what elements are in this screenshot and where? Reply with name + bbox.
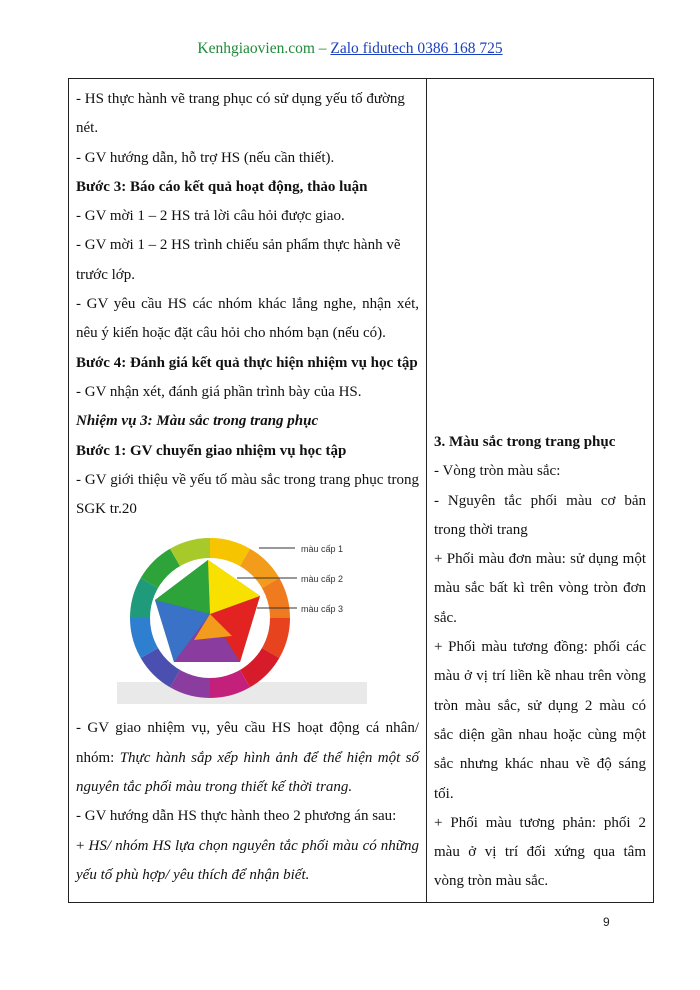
text-line — [76, 714, 419, 802]
teacher-activity-cell — [69, 79, 427, 903]
site-name: Kenhgiaovien.com — [197, 40, 315, 57]
text-line: - GV yêu cầu HS các nhóm khác lắng nghe, nhận xét, nêu ý kiến hoặc đặt câu hỏi cho nhóm bạn (nếu có). — [76, 296, 419, 342]
text-line: + Phối màu đơn màu: sử dụng một màu sắc bất kì trên vòng tròn đơn sắc. — [434, 551, 646, 626]
text-line: - GV hướng dẫn HS thực hành theo 2 phương án sau: — [76, 808, 397, 825]
label-secondary: màu cấp 2 — [301, 574, 344, 585]
step-heading: Bước 4: Đánh giá kết quả thực hiện nhiệm vụ học tập — [76, 354, 418, 371]
text-line: + Phối màu tương đồng: phối các màu ở vị trí liền kề nhau trên vòng tròn màu sắc, sử dụng 2 màu có sắc diện gần nhau hoặc cùng một sắc nhưng khác nhau về độ sáng tối. — [434, 639, 646, 802]
text-line: - GV giới thiệu về yếu tố màu sắc trong trang phục trong SGK tr.20 — [76, 471, 419, 518]
section-title: 3. Màu sắc trong trang phục — [434, 434, 616, 450]
text-line: - GV hướng dẫn, hỗ trợ HS (nếu cần thiết). — [76, 149, 335, 166]
text-line: - Nguyên tắc phối màu cơ bản trong thời trang — [434, 492, 646, 538]
text-line: - GV mời 1 – 2 HS trả lời câu hỏi được giao. — [76, 208, 345, 225]
text-line: - GV nhận xét, đánh giá phần trình bày của HS. — [76, 383, 362, 400]
lesson-table — [68, 78, 654, 903]
step-heading: Bước 1: GV chuyển giao nhiệm vụ học tập — [76, 442, 347, 459]
page-header — [0, 40, 700, 58]
label-primary: màu cấp 1 — [301, 544, 344, 555]
text-line — [76, 832, 419, 891]
page-number: 9 — [603, 915, 610, 929]
product-cell — [427, 79, 654, 903]
italic-span: HS/ nhóm HS lựa chọn nguyên tắc phối màu có những yếu tố phù hợp/ yêu thích để nhận biết. — [76, 837, 419, 883]
plus-marker: + — [76, 837, 89, 854]
text-line: - Vòng tròn màu sắc: — [434, 463, 561, 480]
contact-link[interactable]: Zalo fidutech 0386 168 725 — [330, 40, 503, 57]
text-line: + Phối màu tương phản: phối 2 màu ở vị trí đối xứng qua tâm vòng tròn màu sắc. — [434, 814, 646, 890]
color-wheel-image — [117, 532, 407, 707]
text-span: - GV giao nhiệm vụ, yêu cầu HS hoạt động cá nhân/ nhóm: — [76, 720, 419, 766]
task-heading: Nhiệm vụ 3: Màu sắc trong trang phục — [76, 413, 319, 430]
step-heading: Bước 3: Báo cáo kết quả hoạt động, thảo luận — [76, 178, 368, 195]
text-line: - HS thực hành vẽ trang phục có sử dụng yếu tố đường nét. — [76, 91, 405, 137]
italic-span: Thực hành sắp xếp hình ảnh để thể hiện một số nguyên tắc phối màu trong thiết kế thời trang. — [76, 749, 419, 796]
text-line: - GV mời 1 – 2 HS trình chiếu sản phẩm thực hành vẽ trước lớp. — [76, 237, 401, 283]
label-tertiary: màu cấp 3 — [301, 604, 344, 615]
header-separator: – — [314, 40, 331, 57]
color-wheel-figure — [76, 528, 419, 710]
